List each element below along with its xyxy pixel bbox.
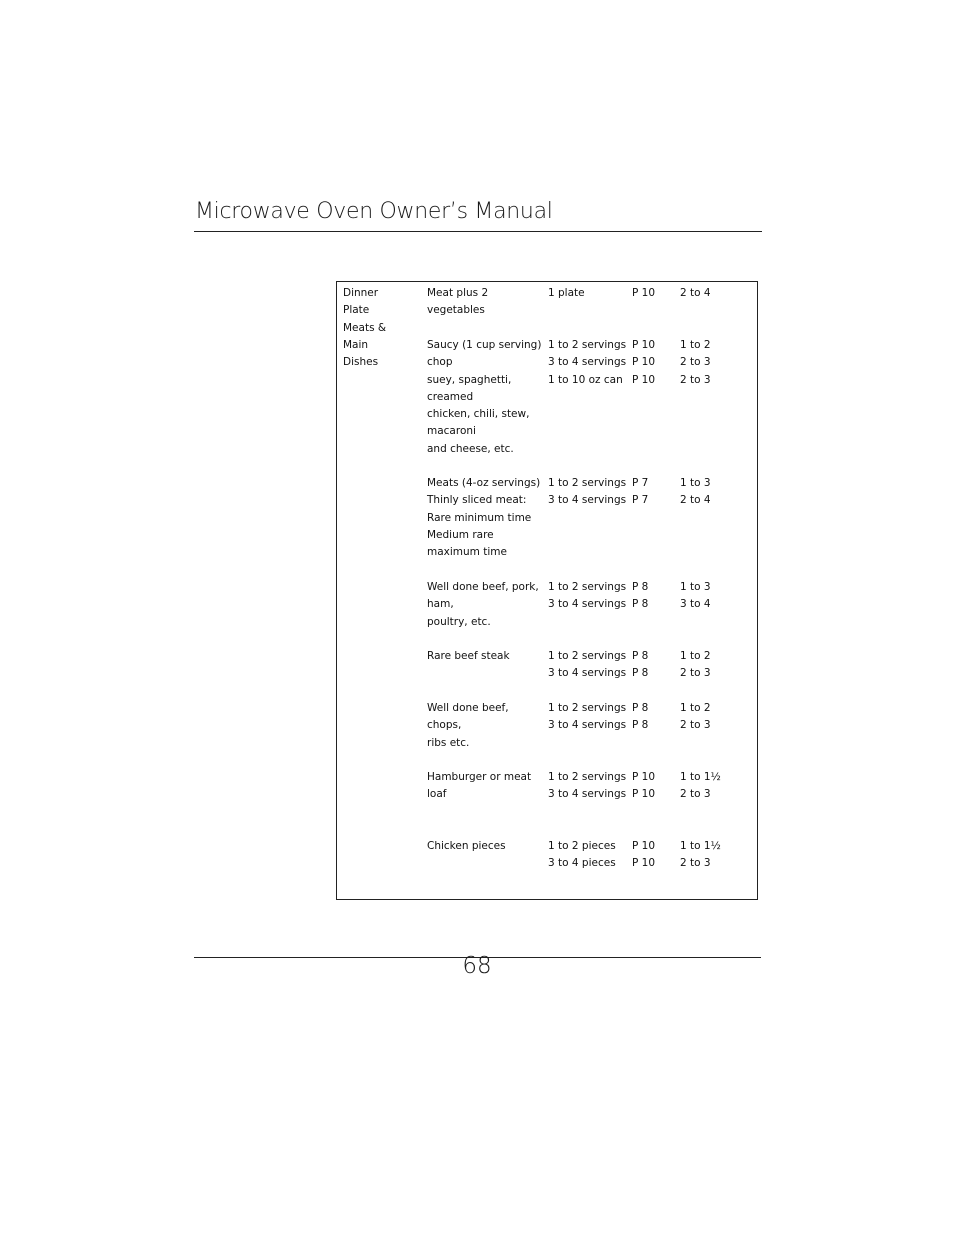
time-cell-line: 2 to 4 — [680, 494, 711, 507]
time-cell-line: 1 to 1½ — [680, 840, 721, 852]
amount-cell-line: 3 to 4 servings — [548, 788, 627, 801]
amount-cell-line: 1 to 2 servings — [548, 581, 627, 593]
amount-cell-line: 3 to 4 servings — [548, 719, 627, 732]
header-divider — [194, 231, 762, 232]
food-cell-line: Thinly sliced meat: — [427, 494, 527, 507]
category-cell-line: Dinner — [343, 287, 379, 299]
power-cell-line: P 10 — [632, 771, 656, 783]
power-cell — [632, 579, 648, 614]
power-cell — [632, 769, 655, 804]
power-cell-line: P 8 — [632, 650, 649, 662]
time-cell-line: 3 to 4 — [680, 598, 711, 611]
amount-cell — [548, 285, 585, 302]
food-cell-line: ribs etc. — [427, 736, 470, 749]
power-cell-line: P 10 — [632, 857, 656, 870]
time-cell-line: 1 to 2 — [680, 702, 711, 714]
power-cell-line: P 10 — [632, 339, 656, 351]
power-cell — [632, 648, 648, 683]
manual-title: Microwave Oven Owner’s Manual — [195, 199, 553, 224]
time-cell — [680, 475, 711, 510]
food-cell — [427, 648, 510, 665]
amount-cell-line: 3 to 4 servings — [548, 494, 627, 507]
time-cell — [680, 285, 711, 302]
food-cell-line: Rare beef steak — [427, 650, 510, 662]
power-cell-line: P 10 — [632, 287, 656, 299]
food-cell — [427, 769, 531, 804]
food-cell-line: Medium rare — [427, 528, 494, 541]
amount-cell — [548, 700, 626, 735]
amount-cell-line: 1 to 2 servings — [548, 650, 627, 662]
amount-cell-line: 1 to 2 pieces — [548, 840, 616, 852]
power-cell-line: P 8 — [632, 598, 649, 611]
page-number: 68 — [462, 953, 492, 979]
food-cell — [427, 285, 488, 320]
power-cell-line: P 8 — [632, 719, 649, 732]
category-cell-line: Meats & — [343, 321, 387, 334]
food-cell — [427, 700, 509, 752]
food-cell-line: Rare minimum time — [427, 511, 532, 524]
food-cell-line: macaroni — [427, 425, 476, 438]
time-cell — [680, 700, 711, 735]
power-cell-line: P 8 — [632, 667, 649, 680]
amount-cell — [548, 838, 616, 873]
food-cell-line: Saucy (1 cup serving) — [427, 339, 542, 351]
amount-cell-line: 1 to 10 oz can — [548, 373, 623, 386]
power-cell-line: P 10 — [632, 788, 656, 801]
time-cell — [680, 579, 711, 614]
amount-cell — [548, 579, 626, 614]
food-cell — [427, 475, 540, 561]
category-cell-line: Dishes — [343, 356, 379, 369]
time-cell — [680, 648, 711, 683]
time-cell-line: 1 to 3 — [680, 581, 711, 593]
food-cell-line: and cheese, etc. — [427, 442, 514, 455]
time-cell-line: 1 to 2 — [680, 650, 711, 662]
power-cell-line: P 7 — [632, 494, 649, 507]
food-cell-line: maximum time — [427, 546, 507, 559]
power-cell — [632, 838, 655, 873]
food-cell-line: chops, — [427, 719, 462, 732]
power-cell-line: P 10 — [632, 840, 656, 852]
amount-cell-line: 3 to 4 servings — [548, 356, 627, 369]
time-cell-line: 1 to 2 — [680, 339, 711, 351]
food-cell — [427, 337, 541, 458]
amount-cell — [548, 475, 626, 510]
food-cell-line: suey, spaghetti, — [427, 373, 512, 386]
amount-cell-line: 1 to 2 servings — [548, 477, 627, 489]
time-cell-line: 2 to 3 — [680, 857, 711, 870]
amount-cell-line: 1 to 2 servings — [548, 771, 627, 783]
time-cell-line: 2 to 3 — [680, 356, 711, 369]
food-cell-line: creamed — [427, 390, 474, 403]
food-cell — [427, 579, 539, 631]
food-cell-line: ham, — [427, 598, 454, 611]
amount-cell-line: 3 to 4 pieces — [548, 857, 616, 870]
time-cell-line: 2 to 3 — [680, 373, 711, 386]
time-cell-line: 1 to 1½ — [680, 771, 721, 783]
power-cell-line: P 8 — [632, 702, 649, 714]
amount-cell-line: 1 to 2 servings — [548, 339, 627, 351]
category-cell-line: Plate — [343, 304, 370, 317]
food-cell-line: chicken, chili, stew, — [427, 408, 530, 421]
time-cell-line: 2 to 3 — [680, 719, 711, 732]
power-cell — [632, 700, 648, 735]
food-cell-line: chop — [427, 356, 453, 369]
power-cell-line: P 10 — [632, 356, 656, 369]
time-cell-line: 2 to 4 — [680, 287, 711, 299]
power-cell — [632, 285, 655, 302]
food-cell-line: vegetables — [427, 304, 485, 317]
food-cell-line: Well done beef, — [427, 702, 509, 714]
time-cell-line: 2 to 3 — [680, 667, 711, 680]
amount-cell — [548, 337, 626, 389]
power-cell — [632, 475, 648, 510]
food-cell-line: Well done beef, pork, — [427, 581, 539, 593]
time-cell — [680, 769, 721, 804]
reheating-table — [336, 281, 758, 900]
food-cell-line: Hamburger or meat — [427, 771, 532, 783]
food-cell-line: Meat plus 2 — [427, 287, 489, 299]
power-cell-line: P 7 — [632, 477, 649, 489]
power-cell-line: P 10 — [632, 373, 656, 386]
time-cell-line: 2 to 3 — [680, 788, 711, 801]
power-cell — [632, 337, 655, 389]
food-cell-line: poultry, etc. — [427, 615, 491, 628]
amount-cell-line: 3 to 4 servings — [548, 598, 627, 611]
category-cell-line: Main — [343, 338, 369, 351]
food-cell-line: Meats (4-oz servings) — [427, 477, 541, 489]
amount-cell — [548, 769, 626, 804]
food-cell-line: Chicken pieces — [427, 840, 506, 852]
time-cell-line: 1 to 3 — [680, 477, 711, 489]
amount-cell-line: 1 plate — [548, 287, 585, 299]
amount-cell-line: 3 to 4 servings — [548, 667, 627, 680]
food-cell — [427, 838, 506, 855]
food-cell-line: loaf — [427, 788, 447, 801]
amount-cell — [548, 648, 626, 683]
time-cell — [680, 838, 721, 873]
category-cell — [343, 285, 386, 371]
power-cell-line: P 8 — [632, 581, 649, 593]
amount-cell-line: 1 to 2 servings — [548, 702, 627, 714]
time-cell — [680, 337, 711, 389]
